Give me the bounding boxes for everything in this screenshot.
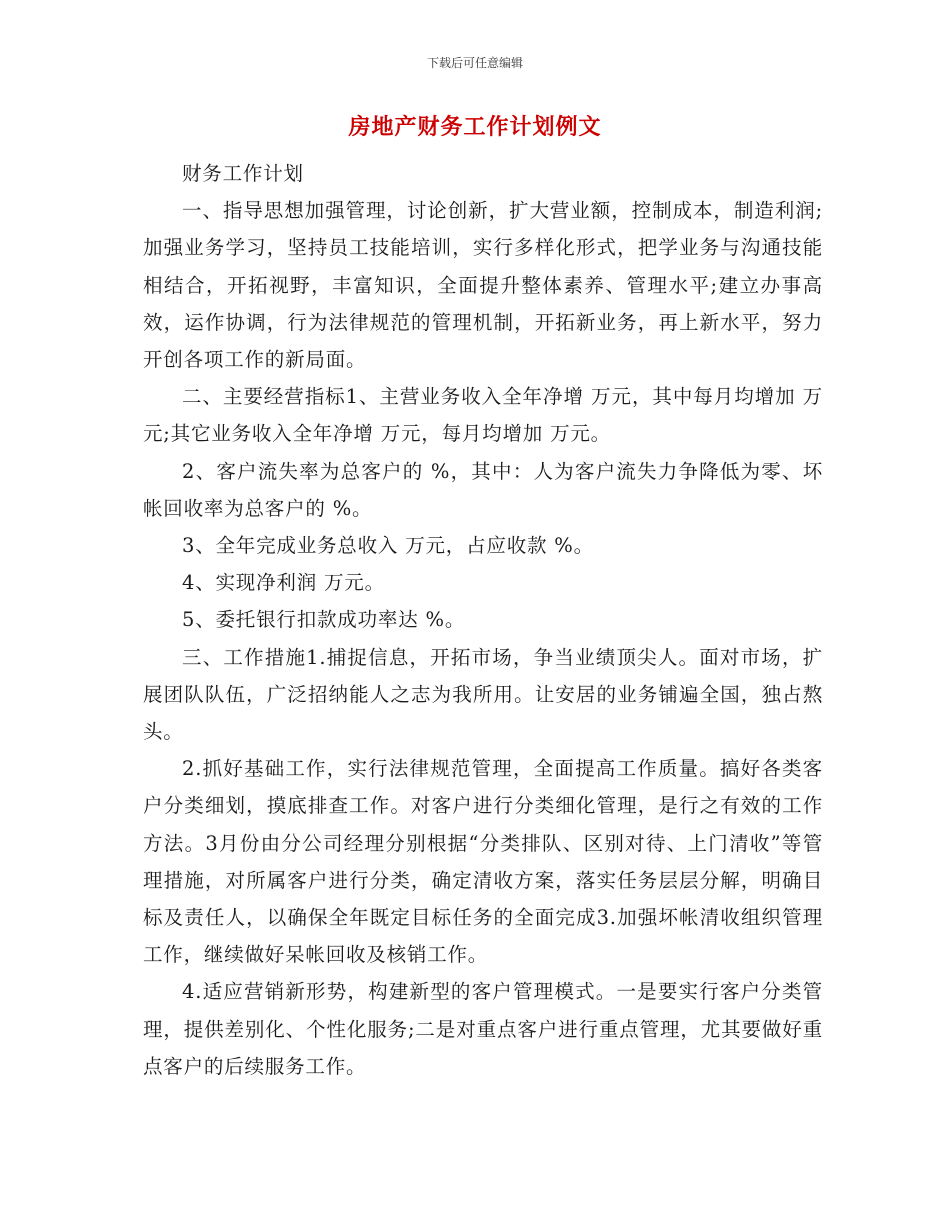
header-note: 下载后可任意编辑	[426, 56, 523, 70]
document-body	[143, 155, 823, 1085]
paragraph-indicator-3: 3、全年完成业务总收入 万元，占应收款 %。	[182, 534, 594, 558]
paragraph-measures-2: 2.抓好基础工作，实行法律规范管理，全面提高工作质量。搞好各类客户分类细划，摸底排查工作。对客户进行分类细化管理，是行之有效的工作方法。3月份由分公司经理分别根据“分类排队、区别对待、上门清收”等管理措施，对所属客户进行分类，确定清收方案，落实任务层层分解，明确目标及责任人，以确保全年既定目标任务的全面完成3.加强坏帐清收组织管理工作，继续做好呆帐回收及核销工作。	[143, 757, 823, 967]
paragraph-measures-1: 三、工作措施1.捕捉信息，开拓市场，争当业绩顶尖人。面对市场，扩展团队队伍，广泛招纳能人之志为我所用。让安居的业务铺遍全国，独占熬头。	[143, 645, 823, 744]
paragraph-indicator-4: 4、实现净利润 万元。	[182, 571, 385, 595]
paragraph-indicator-5: 5、委托银行扣款成功率达 %。	[182, 608, 466, 632]
paragraph-measures-4: 4.适应营销新形势，构建新型的客户管理模式。一是要实行客户分类管理，提供差别化、个性化服务;二是对重点客户进行重点管理，尤其要做好重点客户的后续服务工作。	[143, 980, 823, 1078]
document-title: 房地产财务工作计划例文	[348, 114, 602, 140]
section-heading: 财务工作计划	[182, 162, 304, 185]
paragraph-guiding-ideology: 一、指导思想加强管理，讨论创新，扩大营业额，控制成本，制造利润;加强业务学习，坚持员工技能培训，实行多样化形式，把学业务与沟通技能相结合，开拓视野，丰富知识，全面提升整体素养、管理水平;建立办事高效，运作协调，行为法律规范的管理机制，开拓新业务，再上新水平，努力开创各项工作的新局面。	[143, 199, 823, 372]
paragraph-main-indicators: 二、主要经营指标1、主营业务收入全年净增 万元，其中每月均增加 万元;其它业务收入全年净增 万元，每月均增加 万元。	[143, 385, 823, 446]
paragraph-indicator-2: 2、客户流失率为总客户的 %，其中：人为客户流失力争降低为零、坏帐回收率为总客户的 %。	[143, 459, 823, 520]
